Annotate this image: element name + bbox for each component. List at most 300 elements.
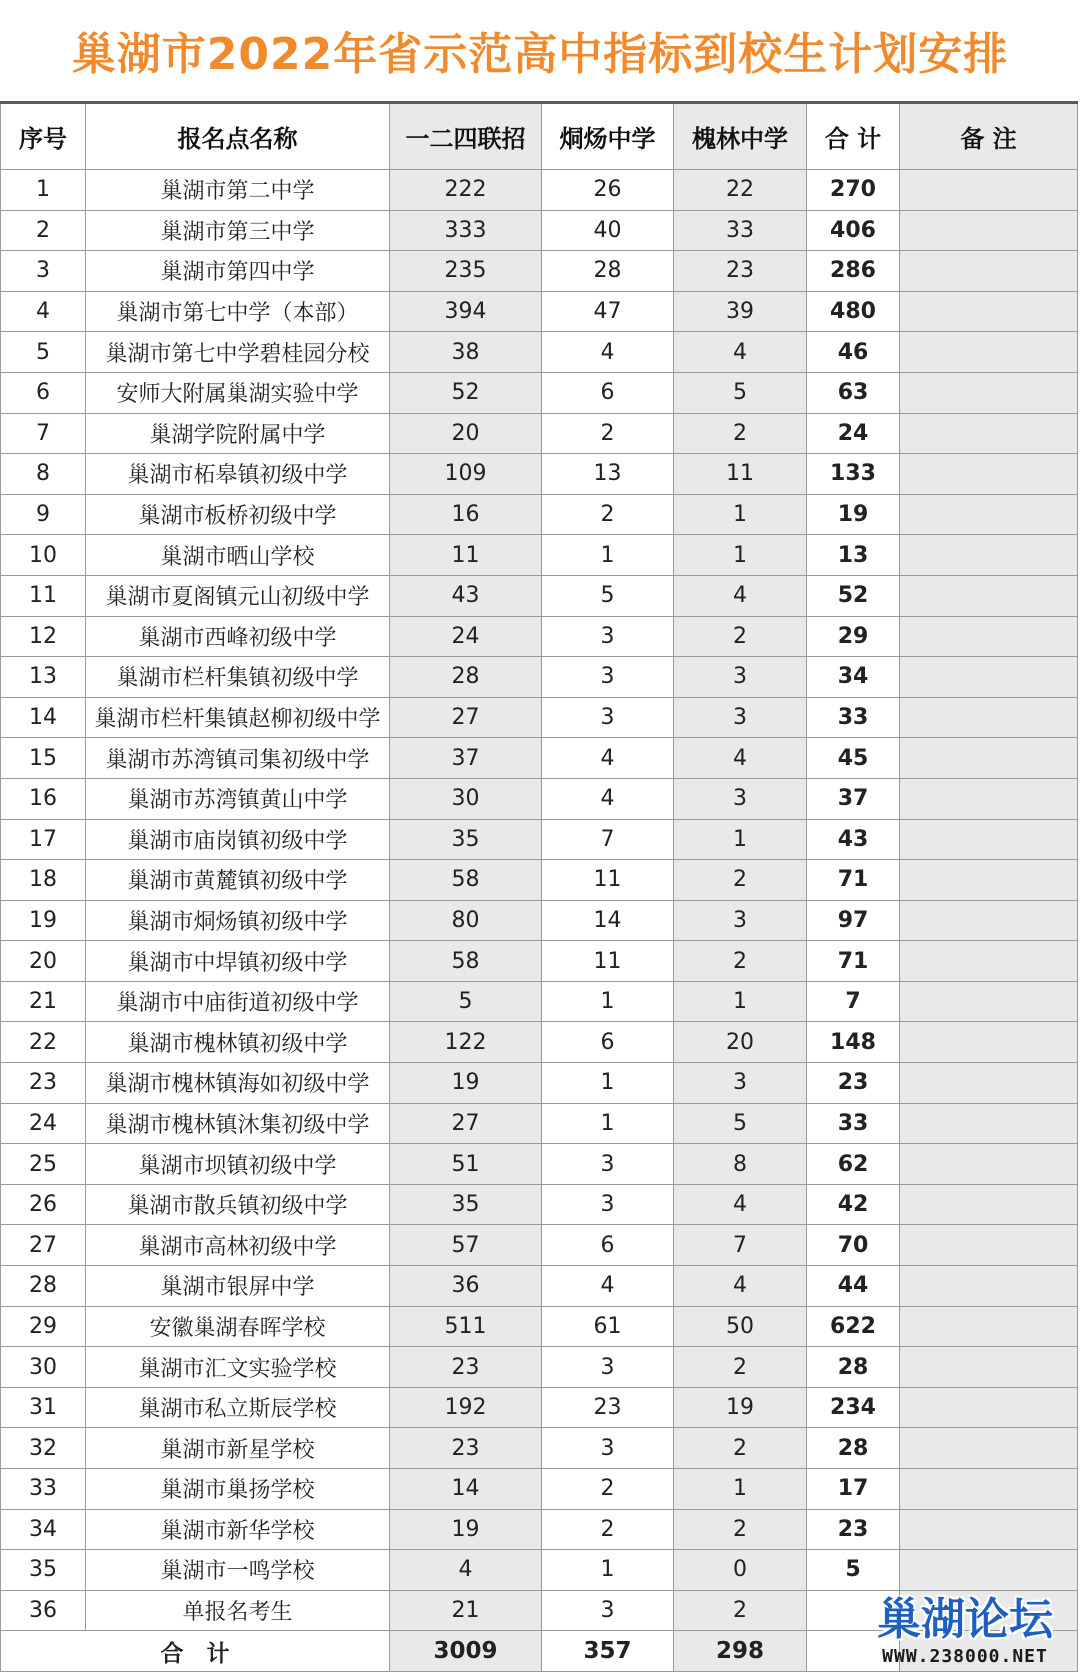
cell-tongyang: 1 — [542, 1103, 674, 1144]
table-row — [1, 900, 1078, 941]
cell-no: 13 — [1, 657, 86, 698]
header-lianzhao: 一二四联招 — [390, 103, 542, 170]
cell-tongyang: 2 — [542, 1469, 674, 1510]
cell-no: 28 — [1, 1266, 86, 1307]
cell-name: 巢湖市第四中学 — [86, 251, 390, 292]
cell-lianzhao: 37 — [390, 738, 542, 779]
cell-note — [900, 616, 1078, 657]
cell-huailin: 3 — [674, 900, 807, 941]
table-row — [1, 332, 1078, 373]
cell-huailin: 19 — [674, 1387, 807, 1428]
cell-tongyang: 1 — [542, 981, 674, 1022]
cell-lianzhao: 23 — [390, 1428, 542, 1469]
cell-total: 622 — [807, 1306, 900, 1347]
cell-lianzhao: 19 — [390, 1063, 542, 1104]
cell-note — [900, 372, 1078, 413]
cell-huailin: 3 — [674, 697, 807, 738]
cell-tongyang: 2 — [542, 494, 674, 535]
cell-no: 35 — [1, 1550, 86, 1591]
cell-huailin: 5 — [674, 372, 807, 413]
cell-note — [900, 778, 1078, 819]
table-row — [1, 657, 1078, 698]
cell-note — [900, 251, 1078, 292]
cell-no: 19 — [1, 900, 86, 941]
cell-tongyang: 7 — [542, 819, 674, 860]
table-row — [1, 1184, 1078, 1225]
cell-note — [900, 1103, 1078, 1144]
cell-total: 70 — [807, 1225, 900, 1266]
cell-no: 21 — [1, 981, 86, 1022]
table-row — [1, 170, 1078, 211]
cell-huailin: 50 — [674, 1306, 807, 1347]
cell-name: 巢湖市中垾镇初级中学 — [86, 941, 390, 982]
cell-no: 20 — [1, 941, 86, 982]
cell-tongyang: 1 — [542, 535, 674, 576]
cell-name: 安徽巢湖春晖学校 — [86, 1306, 390, 1347]
cell-lianzhao: 5 — [390, 981, 542, 1022]
cell-tongyang: 4 — [542, 332, 674, 373]
cell-lianzhao: 109 — [390, 454, 542, 495]
cell-total: 270 — [807, 170, 900, 211]
cell-name: 巢湖市巢扬学校 — [86, 1469, 390, 1510]
cell-huailin: 2 — [674, 1428, 807, 1469]
cell-name: 巢湖市散兵镇初级中学 — [86, 1184, 390, 1225]
cell-note — [900, 1022, 1078, 1063]
table-row — [1, 616, 1078, 657]
cell-note — [900, 657, 1078, 698]
cell-tongyang: 3 — [542, 1144, 674, 1185]
cell-total: 97 — [807, 900, 900, 941]
cell-total: 133 — [807, 454, 900, 495]
cell-no: 26 — [1, 1184, 86, 1225]
header-tongyang: 烔炀中学 — [542, 103, 674, 170]
cell-note — [900, 1306, 1078, 1347]
cell-name: 巢湖市一鸣学校 — [86, 1550, 390, 1591]
cell-tongyang: 11 — [542, 941, 674, 982]
cell-name: 巢湖市私立斯辰学校 — [86, 1387, 390, 1428]
table-row — [1, 1266, 1078, 1307]
cell-lianzhao: 511 — [390, 1306, 542, 1347]
cell-tongyang: 5 — [542, 575, 674, 616]
cell-total: 45 — [807, 738, 900, 779]
table-row — [1, 941, 1078, 982]
cell-lianzhao: 23 — [390, 1347, 542, 1388]
cell-tongyang: 23 — [542, 1387, 674, 1428]
table-row — [1, 1387, 1078, 1428]
cell-note — [900, 819, 1078, 860]
table-row — [1, 535, 1078, 576]
table-row — [1, 1022, 1078, 1063]
cell-lianzhao: 192 — [390, 1387, 542, 1428]
table-row — [1, 291, 1078, 332]
cell-no: 17 — [1, 819, 86, 860]
cell-lianzhao: 58 — [390, 941, 542, 982]
cell-name: 巢湖市西峰初级中学 — [86, 616, 390, 657]
cell-tongyang: 47 — [542, 291, 674, 332]
cell-lianzhao: 122 — [390, 1022, 542, 1063]
cell-tongyang: 3 — [542, 1184, 674, 1225]
cell-name: 巢湖市苏湾镇司集初级中学 — [86, 738, 390, 779]
cell-lianzhao: 19 — [390, 1509, 542, 1550]
cell-no: 25 — [1, 1144, 86, 1185]
cell-lianzhao: 11 — [390, 535, 542, 576]
cell-no: 3 — [1, 251, 86, 292]
cell-total: 28 — [807, 1347, 900, 1388]
cell-note — [900, 1469, 1078, 1510]
cell-huailin: 4 — [674, 332, 807, 373]
cell-lianzhao: 394 — [390, 291, 542, 332]
cell-no: 18 — [1, 860, 86, 901]
cell-total: 234 — [807, 1387, 900, 1428]
cell-total: 62 — [807, 1144, 900, 1185]
cell-name: 巢湖市黄麓镇初级中学 — [86, 860, 390, 901]
cell-lianzhao: 38 — [390, 332, 542, 373]
table-row — [1, 210, 1078, 251]
cell-total: 286 — [807, 251, 900, 292]
cell-huailin: 22 — [674, 170, 807, 211]
cell-lianzhao: 222 — [390, 170, 542, 211]
header-no: 序号 — [1, 103, 86, 170]
cell-huailin: 8 — [674, 1144, 807, 1185]
cell-lianzhao: 16 — [390, 494, 542, 535]
cell-lianzhao: 58 — [390, 860, 542, 901]
cell-note — [900, 575, 1078, 616]
cell-note — [900, 332, 1078, 373]
cell-no: 29 — [1, 1306, 86, 1347]
cell-note — [900, 1509, 1078, 1550]
cell-name: 巢湖市夏阁镇元山初级中学 — [86, 575, 390, 616]
quota-table — [0, 101, 1078, 1672]
cell-no: 1 — [1, 170, 86, 211]
cell-note — [900, 941, 1078, 982]
cell-huailin: 11 — [674, 454, 807, 495]
table-row — [1, 1144, 1078, 1185]
cell-huailin: 2 — [674, 1509, 807, 1550]
footer-lianzhao: 3009 — [390, 1631, 542, 1672]
cell-note — [900, 1347, 1078, 1388]
cell-tongyang: 6 — [542, 372, 674, 413]
cell-lianzhao: 43 — [390, 575, 542, 616]
cell-total: 28 — [807, 1428, 900, 1469]
cell-lianzhao: 28 — [390, 657, 542, 698]
cell-lianzhao: 20 — [390, 413, 542, 454]
cell-name: 巢湖市苏湾镇黄山中学 — [86, 778, 390, 819]
cell-tongyang: 3 — [542, 697, 674, 738]
cell-note — [900, 291, 1078, 332]
watermark — [860, 1594, 1070, 1674]
cell-huailin: 0 — [674, 1550, 807, 1591]
cell-lianzhao: 4 — [390, 1550, 542, 1591]
cell-tongyang: 4 — [542, 778, 674, 819]
cell-lianzhao: 35 — [390, 1184, 542, 1225]
cell-total: 42 — [807, 1184, 900, 1225]
footer-huailin: 298 — [674, 1631, 807, 1672]
cell-tongyang: 61 — [542, 1306, 674, 1347]
cell-tongyang: 6 — [542, 1022, 674, 1063]
cell-total: 23 — [807, 1509, 900, 1550]
cell-note — [900, 494, 1078, 535]
cell-name: 巢湖学院附属中学 — [86, 413, 390, 454]
cell-tongyang: 3 — [542, 1428, 674, 1469]
cell-no: 24 — [1, 1103, 86, 1144]
cell-name: 巢湖市庙岗镇初级中学 — [86, 819, 390, 860]
cell-no: 10 — [1, 535, 86, 576]
cell-note — [900, 1063, 1078, 1104]
cell-tongyang: 28 — [542, 251, 674, 292]
cell-huailin: 4 — [674, 1184, 807, 1225]
cell-no: 23 — [1, 1063, 86, 1104]
cell-name: 巢湖市烔炀镇初级中学 — [86, 900, 390, 941]
cell-name: 巢湖市第七中学碧桂园分校 — [86, 332, 390, 373]
cell-no: 34 — [1, 1509, 86, 1550]
table-row — [1, 1509, 1078, 1550]
cell-note — [900, 413, 1078, 454]
cell-tongyang: 2 — [542, 1509, 674, 1550]
cell-total: 71 — [807, 941, 900, 982]
table-row — [1, 1469, 1078, 1510]
cell-no: 36 — [1, 1590, 86, 1631]
table-row — [1, 575, 1078, 616]
cell-name: 单报名考生 — [86, 1590, 390, 1631]
cell-tongyang: 40 — [542, 210, 674, 251]
cell-name: 巢湖市坝镇初级中学 — [86, 1144, 390, 1185]
cell-name: 巢湖市新星学校 — [86, 1428, 390, 1469]
cell-note — [900, 454, 1078, 495]
cell-total: 33 — [807, 1103, 900, 1144]
cell-note — [900, 210, 1078, 251]
watermark-url: WWW.238000.NET — [882, 1646, 1048, 1667]
cell-huailin: 2 — [674, 860, 807, 901]
cell-tongyang: 3 — [542, 1590, 674, 1631]
header-name: 报名点名称 — [86, 103, 390, 170]
cell-huailin: 5 — [674, 1103, 807, 1144]
cell-lianzhao: 36 — [390, 1266, 542, 1307]
cell-tongyang: 11 — [542, 860, 674, 901]
cell-no: 11 — [1, 575, 86, 616]
cell-huailin: 2 — [674, 616, 807, 657]
cell-note — [900, 170, 1078, 211]
cell-lianzhao: 24 — [390, 616, 542, 657]
cell-huailin: 4 — [674, 1266, 807, 1307]
cell-no: 2 — [1, 210, 86, 251]
cell-huailin: 20 — [674, 1022, 807, 1063]
cell-total: 34 — [807, 657, 900, 698]
cell-total: 63 — [807, 372, 900, 413]
table-row — [1, 778, 1078, 819]
footer-label: 合 计 — [1, 1631, 390, 1672]
footer-tongyang: 357 — [542, 1631, 674, 1672]
table-row — [1, 1063, 1078, 1104]
cell-tongyang: 13 — [542, 454, 674, 495]
table-row — [1, 697, 1078, 738]
cell-total: 46 — [807, 332, 900, 373]
cell-no: 7 — [1, 413, 86, 454]
table-row — [1, 1306, 1078, 1347]
cell-total: 148 — [807, 1022, 900, 1063]
cell-total: 406 — [807, 210, 900, 251]
header-total: 合 计 — [807, 103, 900, 170]
table-row — [1, 1347, 1078, 1388]
cell-name: 巢湖市槐林镇海如初级中学 — [86, 1063, 390, 1104]
cell-no: 4 — [1, 291, 86, 332]
cell-lianzhao: 35 — [390, 819, 542, 860]
table-row — [1, 251, 1078, 292]
cell-name: 安师大附属巢湖实验中学 — [86, 372, 390, 413]
cell-huailin: 1 — [674, 819, 807, 860]
cell-name: 巢湖市栏杆集镇赵柳初级中学 — [86, 697, 390, 738]
cell-no: 22 — [1, 1022, 86, 1063]
cell-lianzhao: 30 — [390, 778, 542, 819]
cell-lianzhao: 14 — [390, 1469, 542, 1510]
cell-note — [900, 738, 1078, 779]
cell-tongyang: 1 — [542, 1063, 674, 1104]
header-huailin: 槐林中学 — [674, 103, 807, 170]
cell-name: 巢湖市银屏中学 — [86, 1266, 390, 1307]
cell-note — [900, 1387, 1078, 1428]
cell-no: 16 — [1, 778, 86, 819]
cell-huailin: 2 — [674, 413, 807, 454]
cell-no: 30 — [1, 1347, 86, 1388]
cell-note — [900, 1184, 1078, 1225]
cell-note — [900, 1225, 1078, 1266]
cell-tongyang: 26 — [542, 170, 674, 211]
cell-total: 52 — [807, 575, 900, 616]
cell-total: 44 — [807, 1266, 900, 1307]
cell-tongyang: 3 — [542, 1347, 674, 1388]
cell-total: 24 — [807, 413, 900, 454]
cell-note — [900, 860, 1078, 901]
cell-note — [900, 1550, 1078, 1591]
cell-note — [900, 1266, 1078, 1307]
cell-tongyang: 4 — [542, 1266, 674, 1307]
table-row — [1, 413, 1078, 454]
cell-name: 巢湖市中庙街道初级中学 — [86, 981, 390, 1022]
table-row — [1, 819, 1078, 860]
cell-lianzhao: 333 — [390, 210, 542, 251]
cell-tongyang: 3 — [542, 657, 674, 698]
table-row — [1, 1103, 1078, 1144]
cell-name: 巢湖市板桥初级中学 — [86, 494, 390, 535]
cell-total: 23 — [807, 1063, 900, 1104]
table-row — [1, 1225, 1078, 1266]
cell-no: 33 — [1, 1469, 86, 1510]
cell-name: 巢湖市槐林镇初级中学 — [86, 1022, 390, 1063]
table-row — [1, 981, 1078, 1022]
cell-no: 14 — [1, 697, 86, 738]
cell-total: 480 — [807, 291, 900, 332]
cell-total: 5 — [807, 1550, 900, 1591]
table-row — [1, 1550, 1078, 1591]
cell-name: 巢湖市第二中学 — [86, 170, 390, 211]
cell-huailin: 4 — [674, 738, 807, 779]
cell-huailin: 1 — [674, 981, 807, 1022]
cell-no: 32 — [1, 1428, 86, 1469]
cell-lianzhao: 27 — [390, 1103, 542, 1144]
cell-huailin: 39 — [674, 291, 807, 332]
cell-no: 15 — [1, 738, 86, 779]
cell-huailin: 2 — [674, 1347, 807, 1388]
cell-name: 巢湖市栏杆集镇初级中学 — [86, 657, 390, 698]
cell-huailin: 2 — [674, 1590, 807, 1631]
table-row — [1, 372, 1078, 413]
cell-lianzhao: 51 — [390, 1144, 542, 1185]
cell-huailin: 33 — [674, 210, 807, 251]
cell-note — [900, 900, 1078, 941]
cell-total: 43 — [807, 819, 900, 860]
cell-total: 71 — [807, 860, 900, 901]
cell-total: 37 — [807, 778, 900, 819]
cell-total: 29 — [807, 616, 900, 657]
cell-note — [900, 1428, 1078, 1469]
cell-note — [900, 697, 1078, 738]
cell-name: 巢湖市汇文实验学校 — [86, 1347, 390, 1388]
cell-lianzhao: 27 — [390, 697, 542, 738]
cell-name: 巢湖市槐林镇沐集初级中学 — [86, 1103, 390, 1144]
cell-no: 8 — [1, 454, 86, 495]
table-row — [1, 1428, 1078, 1469]
header-note: 备 注 — [900, 103, 1078, 170]
cell-no: 12 — [1, 616, 86, 657]
cell-no: 31 — [1, 1387, 86, 1428]
cell-huailin: 1 — [674, 494, 807, 535]
cell-total: 13 — [807, 535, 900, 576]
cell-tongyang: 6 — [542, 1225, 674, 1266]
cell-name: 巢湖市晒山学校 — [86, 535, 390, 576]
cell-name: 巢湖市新华学校 — [86, 1509, 390, 1550]
table-row — [1, 738, 1078, 779]
table-row — [1, 494, 1078, 535]
cell-huailin: 2 — [674, 941, 807, 982]
cell-huailin: 23 — [674, 251, 807, 292]
cell-note — [900, 1144, 1078, 1185]
watermark-logo: 巢湖论坛 — [877, 1594, 1053, 1645]
cell-total: 33 — [807, 697, 900, 738]
page-title: 巢湖市2022年省示范高中指标到校生计划安排 — [71, 29, 1009, 80]
cell-lianzhao: 21 — [390, 1590, 542, 1631]
cell-name: 巢湖市高林初级中学 — [86, 1225, 390, 1266]
cell-note — [900, 981, 1078, 1022]
cell-tongyang: 1 — [542, 1550, 674, 1591]
cell-huailin: 1 — [674, 535, 807, 576]
cell-name: 巢湖市第三中学 — [86, 210, 390, 251]
cell-huailin: 3 — [674, 657, 807, 698]
cell-lianzhao: 57 — [390, 1225, 542, 1266]
cell-total: 17 — [807, 1469, 900, 1510]
cell-no: 6 — [1, 372, 86, 413]
cell-lianzhao: 235 — [390, 251, 542, 292]
cell-tongyang: 4 — [542, 738, 674, 779]
cell-no: 9 — [1, 494, 86, 535]
cell-no: 27 — [1, 1225, 86, 1266]
cell-tongyang: 2 — [542, 413, 674, 454]
table-header-row — [1, 103, 1078, 170]
cell-tongyang: 3 — [542, 616, 674, 657]
cell-huailin: 3 — [674, 778, 807, 819]
cell-total: 19 — [807, 494, 900, 535]
cell-huailin: 4 — [674, 575, 807, 616]
cell-total: 7 — [807, 981, 900, 1022]
cell-lianzhao: 52 — [390, 372, 542, 413]
cell-tongyang: 14 — [542, 900, 674, 941]
cell-note — [900, 535, 1078, 576]
cell-huailin: 3 — [674, 1063, 807, 1104]
cell-name: 巢湖市第七中学（本部） — [86, 291, 390, 332]
table-row — [1, 860, 1078, 901]
cell-huailin: 1 — [674, 1469, 807, 1510]
cell-no: 5 — [1, 332, 86, 373]
cell-name: 巢湖市柘皋镇初级中学 — [86, 454, 390, 495]
cell-huailin: 7 — [674, 1225, 807, 1266]
